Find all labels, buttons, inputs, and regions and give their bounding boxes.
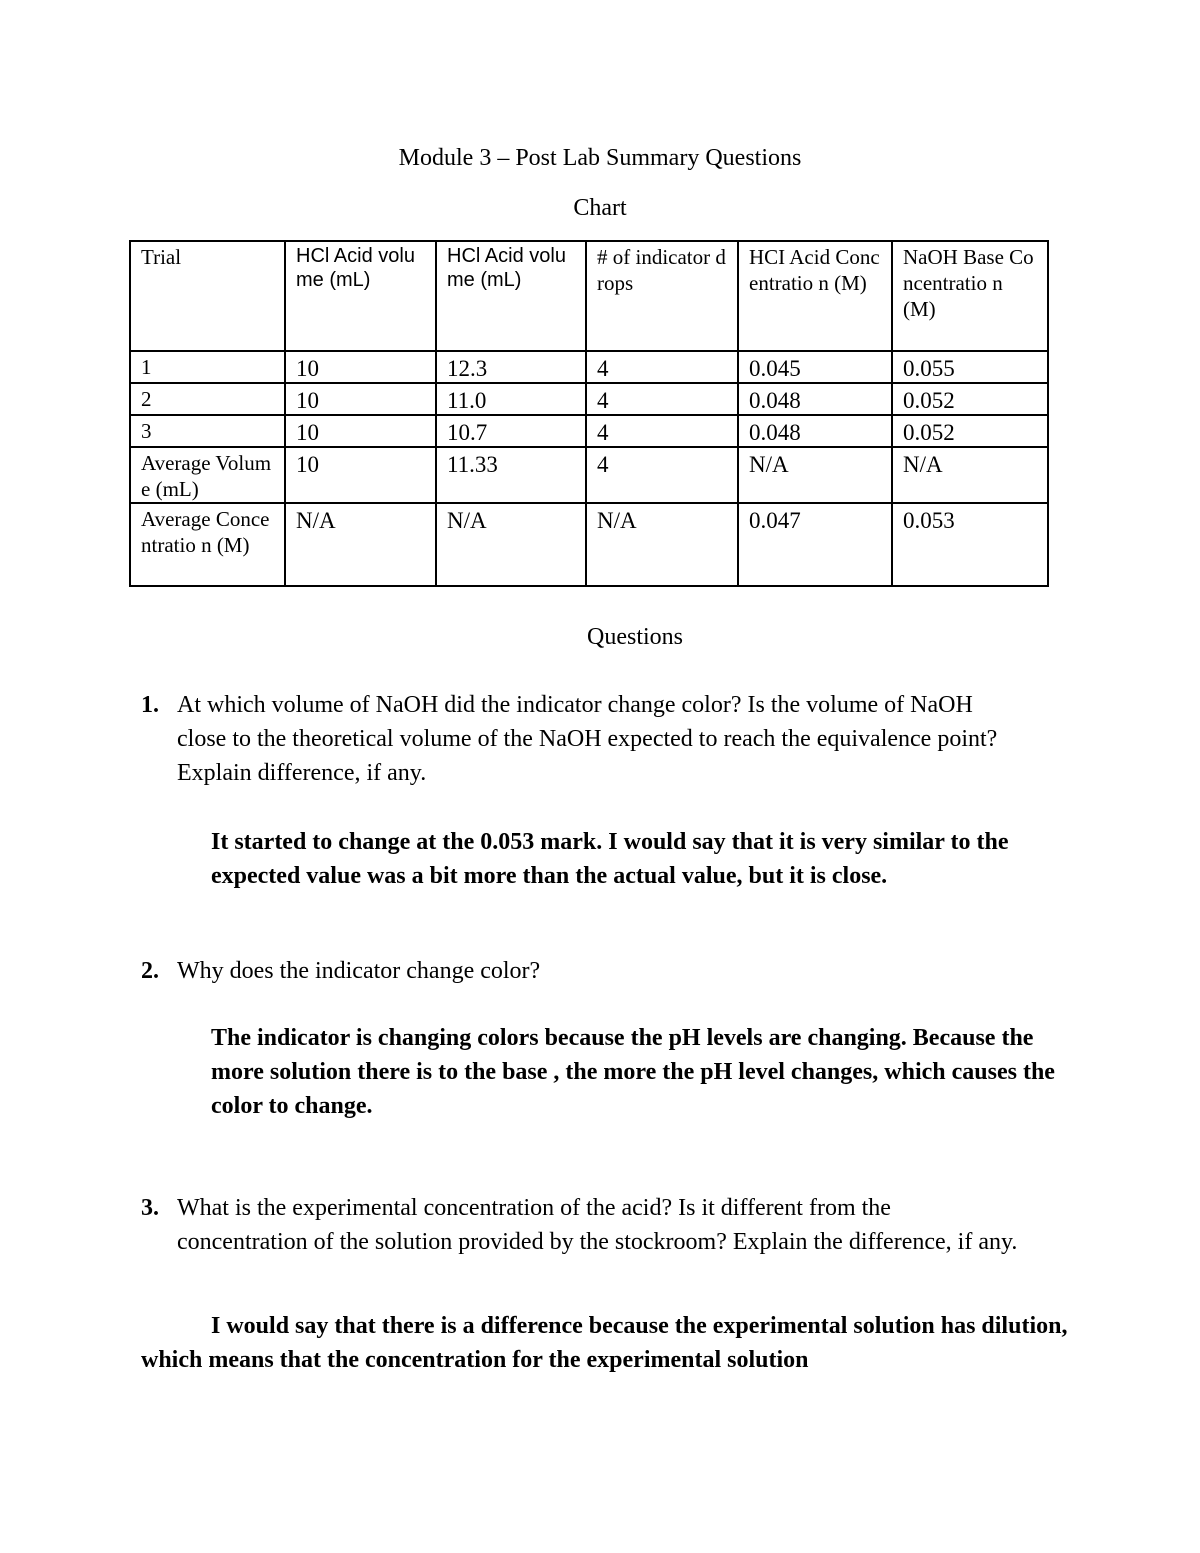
table-cell: 11.33 [436,447,586,503]
answer-1: It started to change at the 0.053 mark. I would say that it is very similar to the expected value was a bit more than the actual value, but it is close. [211,829,1009,889]
question-number: 3. [141,1195,159,1221]
question-2 [141,954,1021,988]
table-cell: 4 [586,383,738,415]
header-cell: # of indicator drops [586,241,738,351]
table-cell: 4 [586,415,738,447]
table-cell: N/A [586,503,738,586]
table-row [130,383,1048,415]
question-text: At which volume of NaOH did the indicator change color? Is the volume of NaOH close to the theoretical volume of the NaOH expected to reach the equivalence point? Explain difference, if any. [177,692,998,786]
table-cell: 0.053 [892,503,1048,586]
table-cell: Average Volume (mL) [130,447,285,503]
data-table [129,240,1049,587]
table-cell: 4 [586,447,738,503]
table-row [130,415,1048,447]
table-cell: 4 [586,351,738,383]
table-cell: 0.045 [738,351,892,383]
table-cell: 10 [285,383,436,415]
header-cell: NaOH Base Concentratio n (M) [892,241,1048,351]
question-text: Why does the indicator change color? [177,958,541,984]
answer-2: The indicator is changing colors because the pH levels are changing. Because the more solution there is to the base , the more the pH level changes, which causes the color to change. [211,1025,1055,1119]
table-cell: 11.0 [436,383,586,415]
question-3 [141,1191,1021,1259]
table-cell: 0.048 [738,415,892,447]
question-number: 1. [141,692,159,718]
chart-heading: Chart [573,195,627,221]
question-text: What is the experimental concentration of the acid? Is it different from the concentration of the solution provided by the stockroom? Explain the difference, if any. [177,1195,1018,1255]
table-cell: 0.047 [738,503,892,586]
table-row [130,447,1048,503]
table-row [130,351,1048,383]
table-cell: 0.052 [892,415,1048,447]
table-cell: N/A [892,447,1048,503]
table-cell: 10 [285,415,436,447]
questions-heading: Questions [587,624,683,650]
table-cell: Average Concentratio n (M) [130,503,285,586]
question-1 [141,688,1021,790]
table-cell: 0.055 [892,351,1048,383]
page-title: Module 3 – Post Lab Summary Questions [398,145,802,171]
header-cell: HCl Acid volume (mL) [436,241,586,351]
header-cell: Trial [130,241,285,351]
table-cell: 1 [130,351,285,383]
table-row [130,503,1048,586]
table-cell: 0.048 [738,383,892,415]
header-cell: HCl Acid volume (mL) [285,241,436,351]
header-cell: HCI Acid Concentratio n (M) [738,241,892,351]
table-cell: 3 [130,415,285,447]
table-cell: 10.7 [436,415,586,447]
table-cell: 10 [285,351,436,383]
table-cell: N/A [285,503,436,586]
question-number: 2. [141,958,159,984]
table-cell: 12.3 [436,351,586,383]
table-cell: 0.052 [892,383,1048,415]
table-cell: 2 [130,383,285,415]
table-cell: 10 [285,447,436,503]
answer-3: I would say that there is a difference because the experimental solution has dilution, which means that the concentration for the experimental solution [141,1313,1068,1373]
table-header-row [130,241,1048,351]
table-cell: N/A [436,503,586,586]
table-cell: N/A [738,447,892,503]
